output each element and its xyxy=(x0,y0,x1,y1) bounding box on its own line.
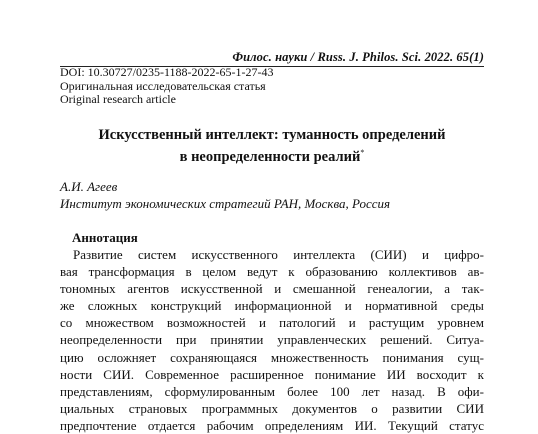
abstract-word: к xyxy=(477,366,484,382)
abstract-word: офи- xyxy=(457,383,484,399)
abstract-word: расширенное xyxy=(230,366,304,382)
abstract-word: агентов xyxy=(127,281,170,297)
abstract-word: назад. xyxy=(391,383,426,399)
abstract-word: В xyxy=(437,383,446,399)
abstract-word: рабочим xyxy=(206,417,254,433)
abstract-line xyxy=(60,366,484,383)
author-affiliation: Институт экономических стратегий РАН, Москва, Россия xyxy=(60,196,391,211)
abstract-word: интеллекта xyxy=(293,247,356,262)
abstract-line xyxy=(60,383,484,400)
abstract-word: конструкций xyxy=(150,298,222,314)
abstract-word: цифро- xyxy=(444,247,484,262)
abstract-word: искусственного xyxy=(191,247,278,262)
abstract-word: образованию xyxy=(305,264,378,280)
abstract-line xyxy=(60,331,484,348)
abstract-word: среды xyxy=(450,298,484,314)
article-meta xyxy=(60,66,274,107)
running-head: Филос. науки / Russ. J. Philos. Sci. 2022. 65(1) xyxy=(232,50,484,64)
abstract-line xyxy=(60,263,484,280)
author-name: А.И. Агеев xyxy=(60,179,118,194)
doi-line[interactable]: DOI: 10.30727/0235-1188-2022-65-1-27-43 xyxy=(60,65,274,79)
abstract-word: сформулированным xyxy=(164,383,276,399)
abstract-word: цию xyxy=(60,349,84,365)
abstract-word: циальных xyxy=(60,400,115,416)
abstract-word: и xyxy=(258,315,266,331)
abstract-word: ведут xyxy=(246,264,278,280)
abstract-word: сущ- xyxy=(457,349,484,365)
abstract-word: уровнем xyxy=(437,315,484,331)
abstract-word: генеалогии, xyxy=(367,281,433,297)
abstract-word: а xyxy=(444,281,451,297)
abstract-word: в xyxy=(185,264,192,280)
abstract-word: тономных xyxy=(60,281,116,297)
abstract-word: сложных xyxy=(87,298,138,314)
abstract-word: Ситуа- xyxy=(446,332,484,348)
abstract-word: смешанной xyxy=(292,281,356,297)
abstract-word: отдается xyxy=(147,417,196,433)
abstract-word: и xyxy=(421,247,429,262)
abstract-word: статус xyxy=(449,417,484,433)
abstract-word: представлениям, xyxy=(60,383,153,399)
abstract-word: СИИ xyxy=(456,400,484,416)
abstract-word: целом xyxy=(202,264,237,280)
title-line-1: Искусственный интеллект: туманность определений xyxy=(98,127,446,143)
abstract-line xyxy=(60,349,484,366)
abstract-word: ности xyxy=(60,366,93,382)
abstract-line xyxy=(60,246,484,263)
abstract-word: (СИИ) xyxy=(370,247,407,262)
abstract-word: понимание xyxy=(314,366,376,382)
abstract-word: растущим xyxy=(368,315,425,331)
abstract-word: программных xyxy=(201,400,278,416)
abstract-word: и xyxy=(348,315,356,331)
abstract-word: нормативной xyxy=(364,298,438,314)
abstract-word: множеством xyxy=(85,315,154,331)
abstract-word: искусственной xyxy=(180,281,263,297)
abstract-line xyxy=(60,400,484,417)
abstract-word: возможностей xyxy=(166,315,246,331)
abstract-word: определениям xyxy=(264,417,344,433)
abstract-word: со xyxy=(60,315,73,331)
abstract-line xyxy=(60,297,484,314)
abstract-heading: Аннотация xyxy=(72,230,138,245)
abstract-word: предпочтение xyxy=(60,417,137,433)
abstract-word: управленческих xyxy=(277,332,367,348)
abstract-word: решений. xyxy=(380,332,433,348)
abstract-word: осложняет xyxy=(97,349,157,365)
abstract-word: информационной xyxy=(234,298,332,314)
abstract-word: страновых xyxy=(128,400,188,416)
abstract-line xyxy=(60,280,484,297)
abstract-body xyxy=(60,246,484,434)
article-type-en: Original research article xyxy=(60,92,176,106)
abstract-word: вая xyxy=(60,264,78,280)
abstract-word: восходит xyxy=(416,366,467,382)
abstract-word: Развитие xyxy=(73,247,123,262)
abstract-word: множественность xyxy=(270,349,369,365)
abstract-word: так- xyxy=(461,281,484,297)
abstract-word: же xyxy=(60,298,75,314)
abstract-line xyxy=(60,417,484,434)
abstract-word: при xyxy=(176,332,197,348)
abstract-word: Текущий xyxy=(388,417,438,433)
abstract-word: ИИ xyxy=(386,366,406,382)
abstract-word: коллективов xyxy=(388,264,457,280)
article-type-ru: Оригинальная исследовательская статья xyxy=(60,78,266,93)
abstract-word: документов xyxy=(292,400,357,416)
abstract-word: Современное xyxy=(145,366,219,382)
abstract-word: лет xyxy=(361,383,380,399)
abstract-word: и xyxy=(274,281,282,297)
abstract-word: и xyxy=(344,298,352,314)
abstract-word: принятии xyxy=(210,332,264,348)
abstract-word: к xyxy=(288,264,295,280)
abstract-word: неопределенности xyxy=(60,332,163,348)
abstract-word: ав- xyxy=(467,264,484,280)
abstract-word: трансформация xyxy=(88,264,175,280)
abstract-word: понимания xyxy=(382,349,444,365)
abstract-word: развитии xyxy=(392,400,443,416)
article-title xyxy=(60,126,484,166)
abstract-line xyxy=(60,314,484,331)
abstract-word: патологий xyxy=(279,315,336,331)
footnote-mark[interactable]: * xyxy=(360,148,365,157)
abstract-word: о xyxy=(371,400,378,416)
title-line-2: в неопределенности реалий xyxy=(179,148,361,165)
abstract-word: 100 xyxy=(330,383,350,399)
abstract-word: ИИ. xyxy=(354,417,377,433)
abstract-word: более xyxy=(287,383,319,399)
abstract-word: сохраняющаяся xyxy=(170,349,257,365)
abstract-word: систем xyxy=(138,247,177,262)
abstract-word: СИИ. xyxy=(103,366,134,382)
